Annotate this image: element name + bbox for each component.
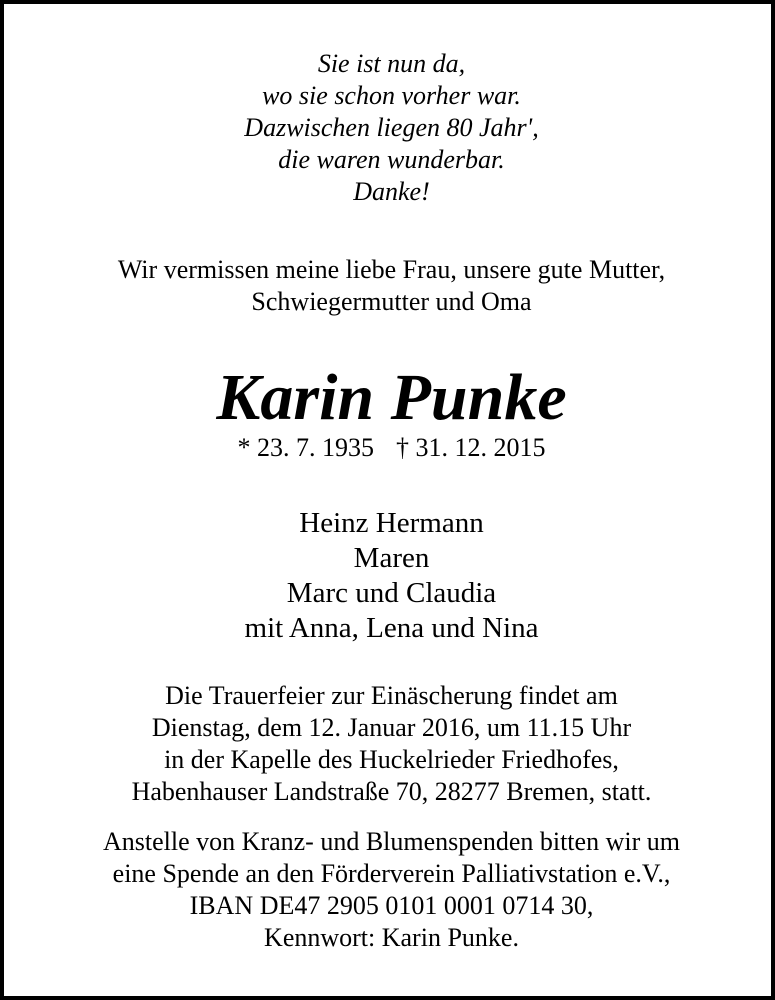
funeral-service-info — [4, 680, 775, 808]
family-line: Heinz Hermann — [299, 507, 484, 539]
intro-line: Wir vermissen meine liebe Frau, unsere gute Mutter, — [117, 255, 666, 284]
poem-line: Danke! — [353, 177, 430, 206]
intro-text — [4, 254, 775, 318]
family-names — [4, 506, 775, 646]
service-line: Dienstag, dem 12. Januar 2016, um 11.15 Uhr — [151, 713, 632, 742]
poem-line: wo sie schon vorher war. — [262, 81, 521, 110]
poem-line: Dazwischen liegen 80 Jahr', — [244, 113, 539, 142]
service-line: in der Kapelle des Huckelrieder Friedhofes, — [164, 745, 619, 774]
life-dates — [4, 432, 775, 464]
birth-date: * 23. 7. 1935 — [237, 433, 374, 462]
intro-line: Schwiegermutter und Oma — [251, 287, 532, 316]
poem-line: die waren wunderbar. — [278, 145, 505, 174]
family-line: Marc und Claudia — [286, 577, 497, 609]
family-line: mit Anna, Lena und Nina — [244, 612, 539, 644]
donation-line: Kennwort: Karin Punke. — [264, 923, 519, 952]
deceased-name: Karin Punke — [216, 361, 567, 434]
poem-line: Sie ist nun da, — [317, 49, 466, 78]
donation-line: Anstelle von Kranz- und Blumenspenden bitten wir um — [103, 827, 680, 856]
donation-line: IBAN DE47 2905 0101 0001 0714 30, — [189, 891, 594, 920]
donation-request — [4, 826, 775, 954]
service-line: Habenhauser Landstraße 70, 28277 Bremen, statt. — [131, 777, 652, 806]
memorial-poem — [4, 48, 775, 208]
donation-line: eine Spende an den Förderverein Palliativstation e.V., — [112, 859, 671, 888]
family-line: Maren — [353, 542, 430, 574]
death-date: † 31. 12. 2015 — [396, 433, 546, 462]
service-line: Die Trauerfeier zur Einäscherung findet am — [165, 681, 618, 710]
